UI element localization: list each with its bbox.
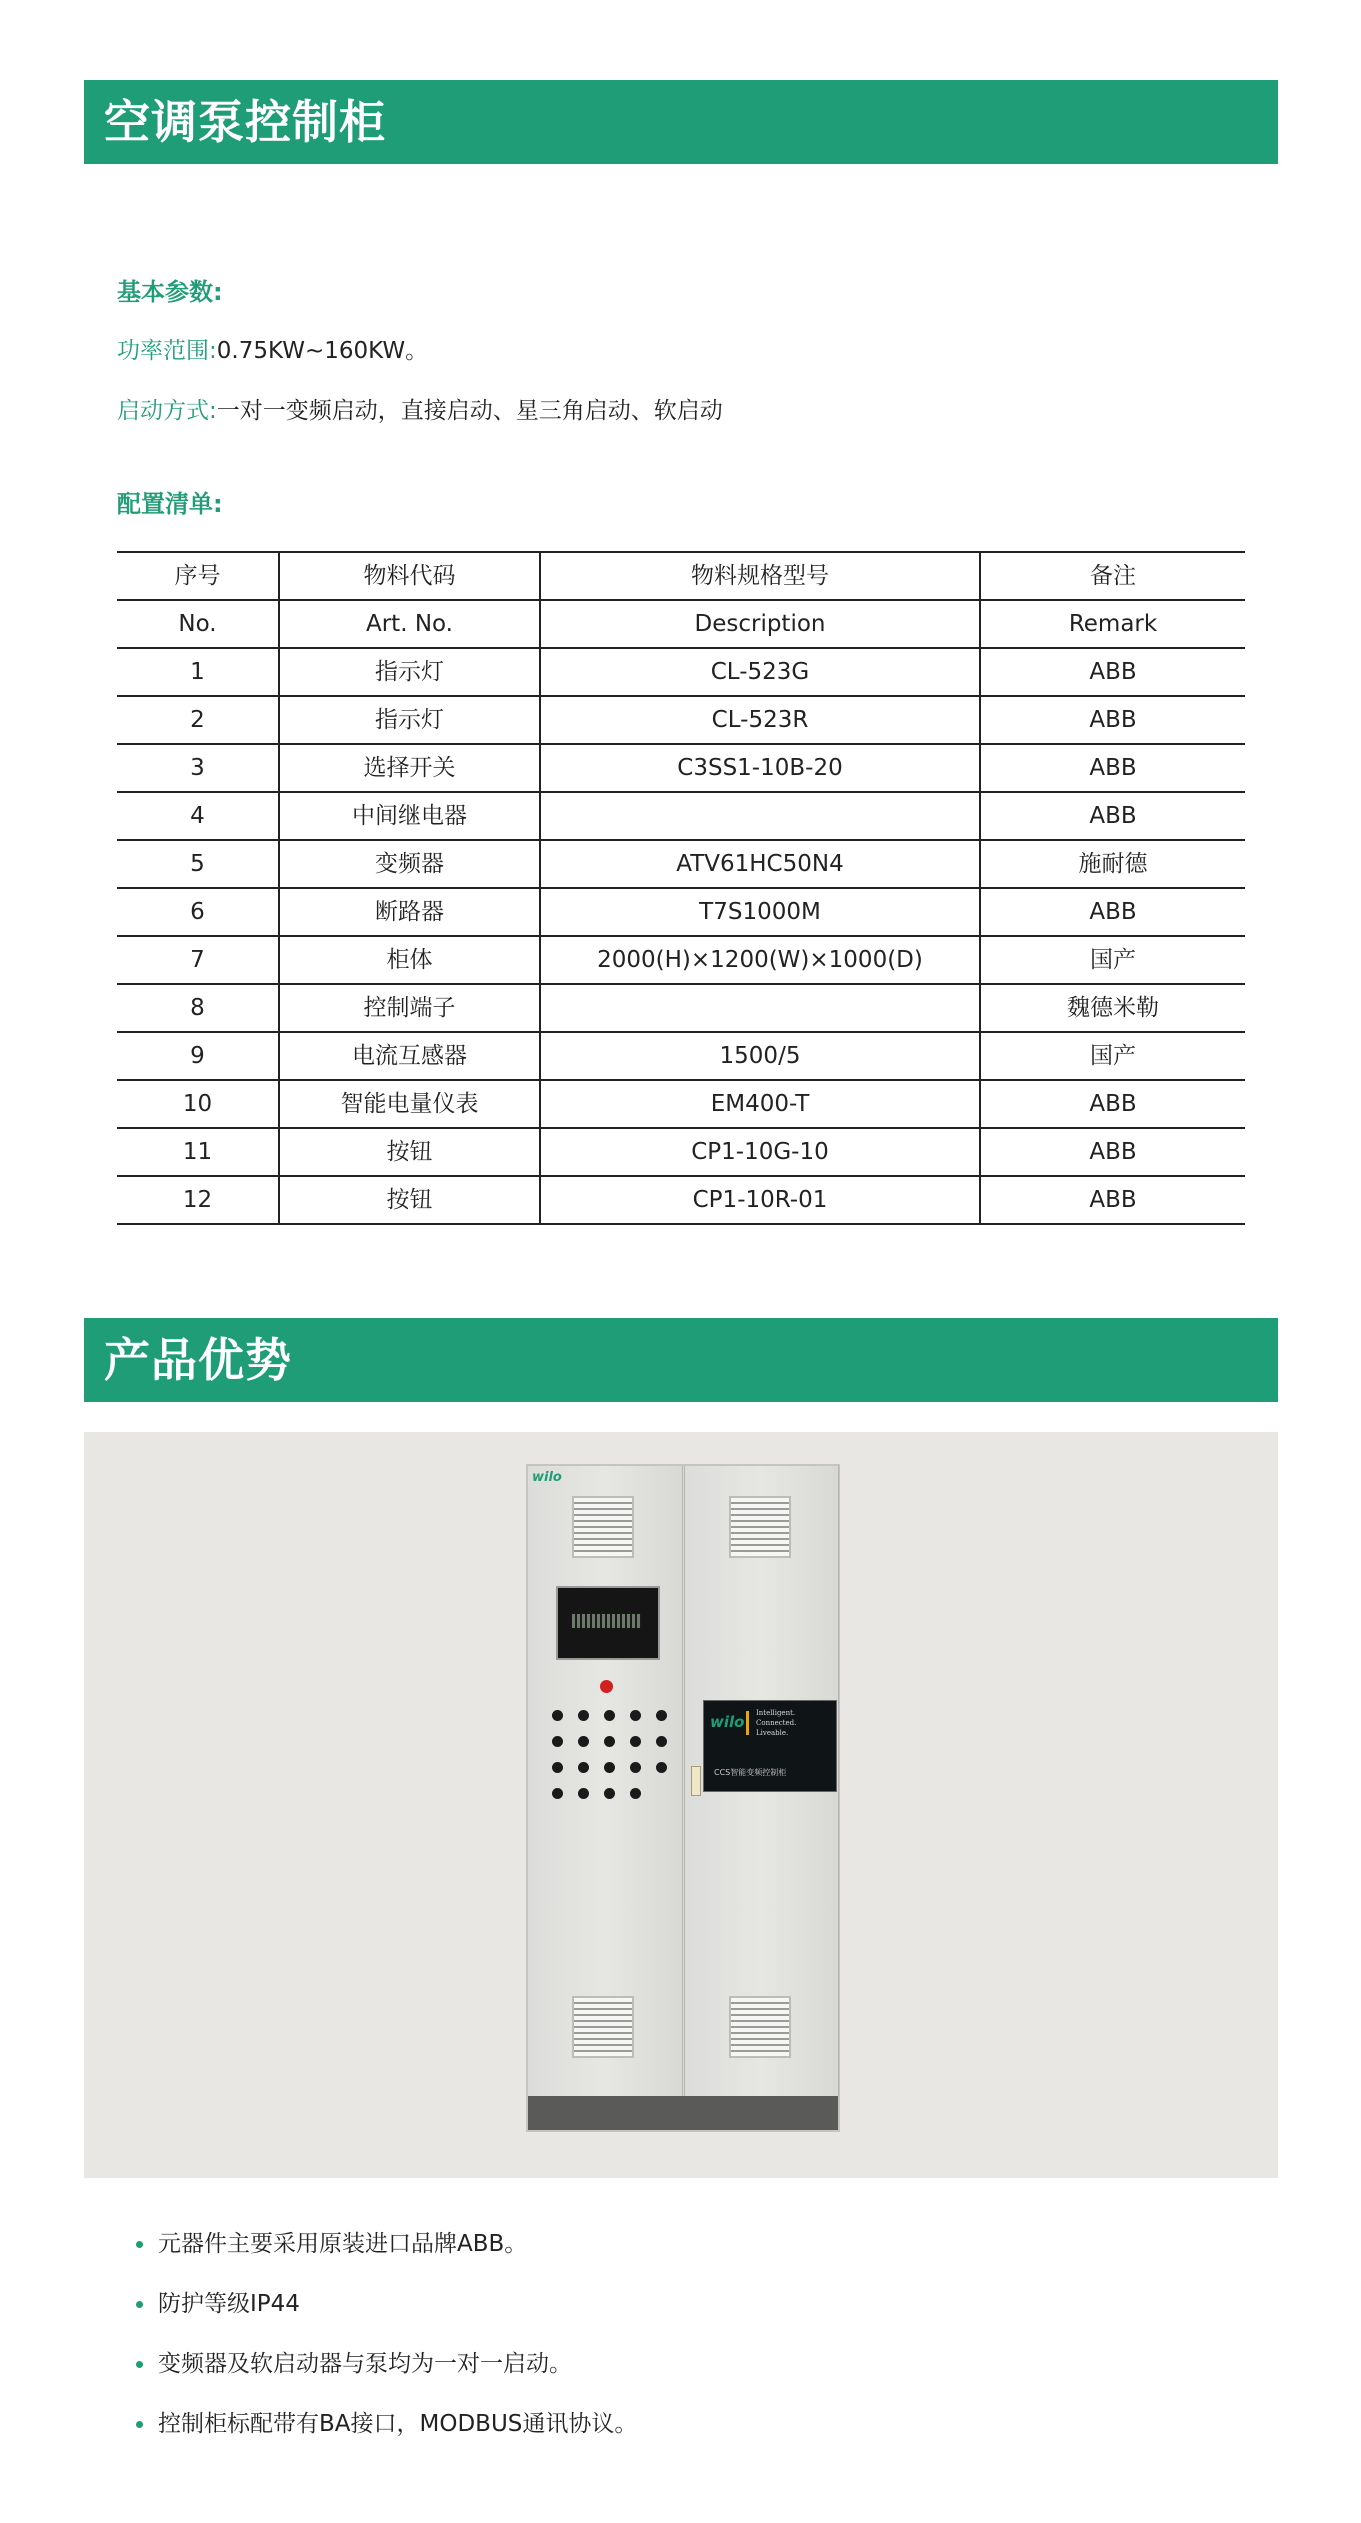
product-photo <box>84 1432 1278 2178</box>
table-cell: 2000(H)×1200(W)×1000(D) <box>540 936 980 984</box>
table-cell: 中间继电器 <box>279 792 540 840</box>
table-row <box>117 1128 1245 1176</box>
panel-button <box>604 1736 615 1747</box>
sign-line: Connected. <box>756 1719 797 1727</box>
table-cell: ABB <box>980 888 1245 936</box>
table-row <box>117 792 1245 840</box>
panel-button <box>630 1710 641 1721</box>
panel-button <box>656 1736 667 1747</box>
panel-button <box>552 1762 563 1773</box>
sign-subtitle: CCS智能变频控制柜 <box>714 1768 787 1777</box>
wilo-logo-door: wilo <box>532 1470 562 1485</box>
table-header-en <box>117 600 1245 648</box>
cabinet-plinth <box>528 2096 838 2130</box>
list-item: 防护等级IP44 <box>158 2284 637 2344</box>
table-cell: 6 <box>117 888 279 936</box>
table-cell: CP1-10G-10 <box>540 1128 980 1176</box>
power-range-label: 功率范围: <box>117 338 217 364</box>
cabinet-left-door <box>528 1466 683 2096</box>
table-cell: 9 <box>117 1032 279 1080</box>
table-cell: 选择开关 <box>279 744 540 792</box>
table-cell: 1500/5 <box>540 1032 980 1080</box>
panel-button <box>578 1710 589 1721</box>
panel-button <box>578 1788 589 1799</box>
table-cell: 指示灯 <box>279 696 540 744</box>
cabinet-right-door <box>684 1466 839 2096</box>
vent-grille <box>729 1496 791 1558</box>
table-cell: 4 <box>117 792 279 840</box>
advantages-list <box>158 2224 637 2464</box>
table-cell: 国产 <box>980 1032 1245 1080</box>
table-cell: ABB <box>980 1128 1245 1176</box>
sign-line: Intelligent. <box>756 1709 796 1717</box>
table-cell: CL-523G <box>540 648 980 696</box>
table-cell: 柜体 <box>279 936 540 984</box>
sign-line: Liveable. <box>756 1729 789 1737</box>
start-mode-label: 启动方式: <box>117 398 217 424</box>
table-row <box>117 984 1245 1032</box>
table-cell: ABB <box>980 1176 1245 1224</box>
table-row <box>117 696 1245 744</box>
vent-grille <box>572 1496 634 1558</box>
table-cell: 3 <box>117 744 279 792</box>
table-cell: 11 <box>117 1128 279 1176</box>
table-cell: 按钮 <box>279 1128 540 1176</box>
table-cell: 1 <box>117 648 279 696</box>
table-cell: 变频器 <box>279 840 540 888</box>
table-row <box>117 1176 1245 1224</box>
table-row <box>117 648 1245 696</box>
panel-button <box>552 1710 563 1721</box>
table-row <box>117 1032 1245 1080</box>
header-cell: Remark <box>980 600 1245 648</box>
section-title-cabinet: 空调泵控制柜 <box>84 80 1278 164</box>
table-row <box>117 936 1245 984</box>
panel-button <box>604 1710 615 1721</box>
table-cell: EM400-T <box>540 1080 980 1128</box>
table-cell: 施耐德 <box>980 840 1245 888</box>
header-cell: 序号 <box>117 552 279 600</box>
table-cell: 断路器 <box>279 888 540 936</box>
table-cell: 10 <box>117 1080 279 1128</box>
start-mode-value: 一对一变频启动，直接启动、星三角启动、软启动 <box>216 398 723 424</box>
start-mode-line <box>117 392 723 425</box>
header-cell: 备注 <box>980 552 1245 600</box>
list-item: 控制柜标配带有BA接口，MODBUS通讯协议。 <box>158 2404 637 2464</box>
panel-button <box>604 1788 615 1799</box>
header-cell: No. <box>117 600 279 648</box>
panel-button <box>578 1736 589 1747</box>
panel-button <box>630 1788 641 1799</box>
table-cell: 指示灯 <box>279 648 540 696</box>
table-cell: 5 <box>117 840 279 888</box>
door-handle <box>691 1766 701 1796</box>
wilo-sign-plate <box>703 1700 837 1792</box>
table-cell: 12 <box>117 1176 279 1224</box>
table-cell: 国产 <box>980 936 1245 984</box>
panel-button <box>630 1762 641 1773</box>
table-cell: 8 <box>117 984 279 1032</box>
table-cell: 智能电量仪表 <box>279 1080 540 1128</box>
table-cell: 7 <box>117 936 279 984</box>
header-cell: 物料规格型号 <box>540 552 980 600</box>
header-cell: Art. No. <box>279 600 540 648</box>
table-cell: C3SS1-10B-20 <box>540 744 980 792</box>
table-row <box>117 888 1245 936</box>
panel-button <box>630 1736 641 1747</box>
config-table <box>117 551 1245 1225</box>
table-cell <box>540 984 980 1032</box>
table-cell: T7S1000M <box>540 888 980 936</box>
table-cell: ABB <box>980 648 1245 696</box>
table-cell: ABB <box>980 744 1245 792</box>
table-cell: 控制端子 <box>279 984 540 1032</box>
config-list-heading: 配置清单: <box>117 490 223 518</box>
basic-params-heading: 基本参数: <box>117 278 223 306</box>
power-range-value: 0.75KW~160KW。 <box>216 338 429 364</box>
panel-button <box>578 1762 589 1773</box>
sign-stripe <box>746 1711 749 1735</box>
vent-grille <box>729 1996 791 2058</box>
table-cell: CP1-10R-01 <box>540 1176 980 1224</box>
list-item: 元器件主要采用原装进口品牌ABB。 <box>158 2224 637 2284</box>
wilo-logo-sign: wilo <box>710 1713 745 1731</box>
vent-grille <box>572 1996 634 2058</box>
panel-button <box>552 1736 563 1747</box>
panel-button <box>656 1762 667 1773</box>
table-cell: 魏德米勒 <box>980 984 1245 1032</box>
table-header-cn <box>117 552 1245 600</box>
table-cell: 电流互感器 <box>279 1032 540 1080</box>
table-row <box>117 1080 1245 1128</box>
table-cell: ABB <box>980 1080 1245 1128</box>
table-cell: 2 <box>117 696 279 744</box>
panel-button <box>656 1710 667 1721</box>
emergency-button <box>600 1680 613 1693</box>
section-title-advantages: 产品优势 <box>84 1318 1278 1402</box>
table-cell <box>540 792 980 840</box>
list-item: 变频器及软启动器与泵均为一对一启动。 <box>158 2344 637 2404</box>
panel-button <box>552 1788 563 1799</box>
table-cell: ATV61HC50N4 <box>540 840 980 888</box>
table-cell: CL-523R <box>540 696 980 744</box>
control-cabinet <box>526 1464 840 2132</box>
table-cell: ABB <box>980 792 1245 840</box>
table-row <box>117 744 1245 792</box>
table-cell: 按钮 <box>279 1176 540 1224</box>
header-cell: Description <box>540 600 980 648</box>
power-range-line <box>117 332 428 365</box>
table-cell: ABB <box>980 696 1245 744</box>
table-row <box>117 840 1245 888</box>
window-panel <box>556 1586 660 1660</box>
header-cell: 物料代码 <box>279 552 540 600</box>
panel-button <box>604 1762 615 1773</box>
